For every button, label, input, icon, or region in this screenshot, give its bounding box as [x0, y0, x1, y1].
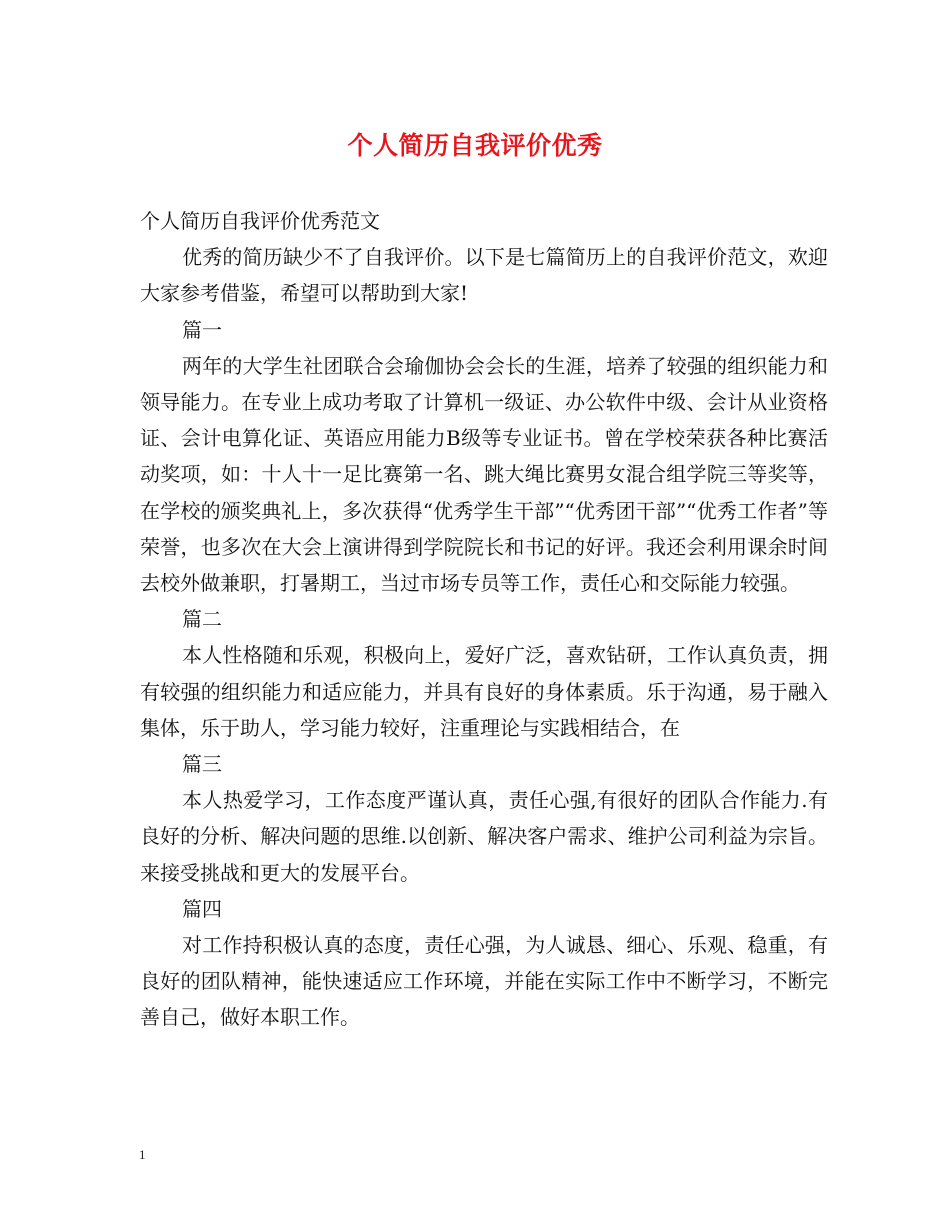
- section-text-2: 本人性格随和乐观，积极向上，爱好广泛，喜欢钻研，工作认真负责，拥有较强的组织能力和适应能力，并具有良好的身体素质。乐于沟通，易于融入集体，乐于助人，学习能力较好，注重理论与实践相结合，在: [140, 643, 828, 740]
- section-heading-3: 篇三: [182, 752, 222, 777]
- document-body: [140, 203, 828, 1036]
- intro-paragraph: 优秀的简历缺少不了自我评价。以下是七篇简历上的自我评价范文，欢迎大家参考借鉴，希望可以帮助到大家!: [140, 245, 828, 306]
- section-heading-1: 篇一: [182, 317, 222, 342]
- section-heading-4: 篇四: [182, 896, 222, 921]
- section-text-4: 对工作持积极认真的态度，责任心强，为人诚恳、细心、乐观、稳重，有良好的团队精神，能快速适应工作环境，并能在实际工作中不断学习，不断完善自己，做好本职工作。: [140, 933, 828, 1030]
- section-heading-2: 篇二: [182, 607, 222, 632]
- section-text-1: 两年的大学生社团联合会瑜伽协会会长的生涯，培养了较强的组织能力和领导能力。在专业上成功考取了计算机一级证、办公软件中级、会计从业资格证、会计电算化证、英语应用能力B级等专业证书。曾在学校荣获各种比赛活动奖项，如：十人十一足比赛第一名、跳大绳比赛男女混合组学院三等奖等，在学校的颁奖典礼上，多次获得“优秀学生干部”“优秀团干部”“优秀工作者”等荣誉，也多次在大会上演讲得到学院院长和书记的好评。我还会利用课余时间去校外做兼职，打暑期工，当过市场专员等工作，责任心和交际能力较强。: [140, 353, 828, 596]
- page-number: 1: [139, 1147, 146, 1162]
- document-title: 个人简历自我评价优秀: [347, 131, 603, 160]
- document-subtitle: 个人简历自我评价优秀范文: [140, 209, 380, 233]
- section-text-3: 本人热爱学习，工作态度严谨认真，责任心强,有很好的团队合作能力.有良好的分析、解决问题的思维.以创新、解决客户需求、维护公司利益为宗旨。来接受挑战和更大的发展平台。: [140, 788, 828, 885]
